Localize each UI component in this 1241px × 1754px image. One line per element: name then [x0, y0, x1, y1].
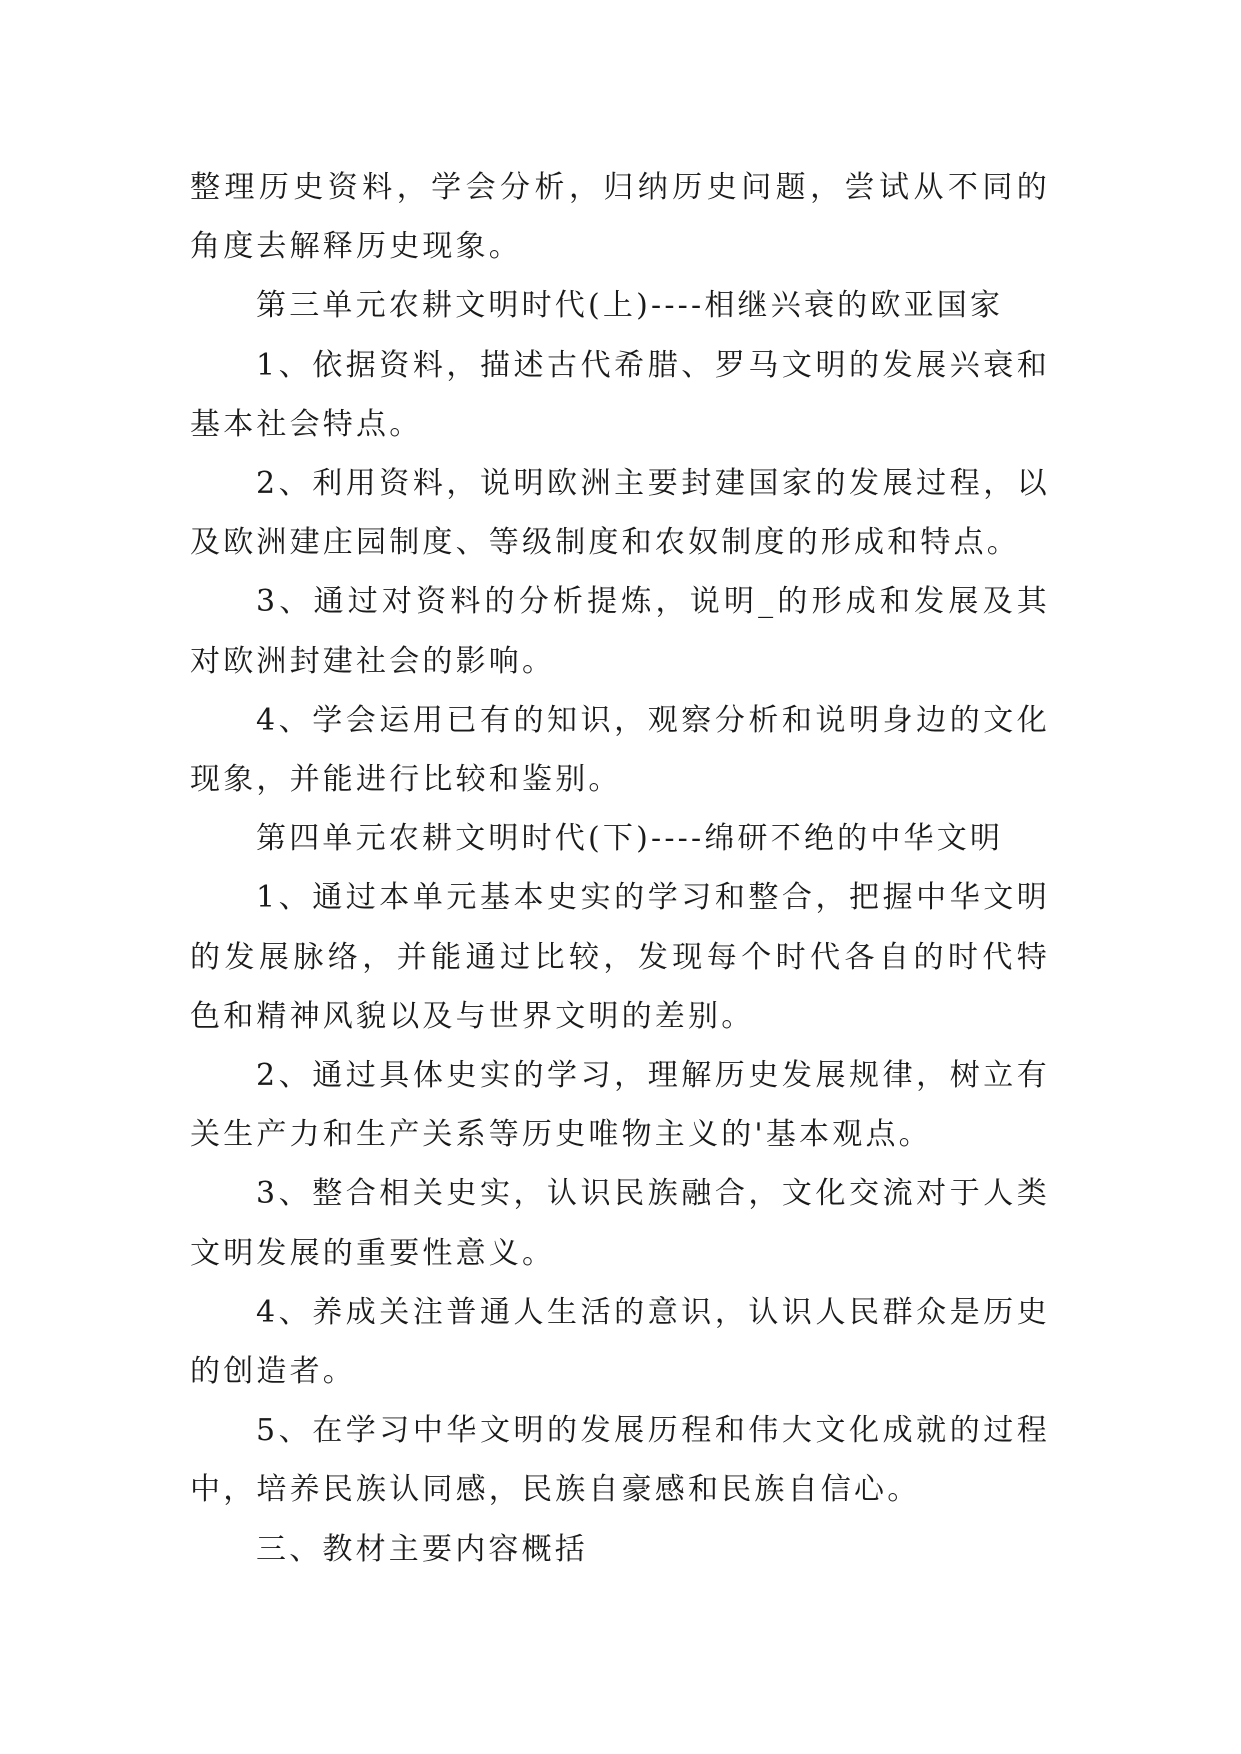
unit-three-heading: 第三单元农耕文明时代(上)----相继兴衰的欧亚国家 [256, 288, 1004, 324]
unit-four-item-2: 2、通过具体史实的学习，理解历史发展规律，树立有关生产力和生产关系等历史唯物主义的'基本观点。 [190, 1058, 1050, 1153]
unit-three-item-2: 2、利用资料，说明欧洲主要封建国家的发展过程，以及欧洲建庄园制度、等级制度和农奴制度的形成和特点。 [190, 466, 1050, 561]
unit-four-item-3: 3、整合相关史实，认识民族融合，文化交流对于人类文明发展的重要性意义。 [190, 1176, 1050, 1271]
unit-three-item-4: 4、学会运用已有的知识，观察分析和说明身边的文化现象，并能进行比较和鉴别。 [190, 702, 1050, 798]
unit-four-item-4: 4、养成关注普通人生活的意识，认识人民群众是历史的创造者。 [190, 1294, 1050, 1390]
document-body [190, 158, 1050, 1579]
unit-three-item-1: 1、依据资料，描述古代希腊、罗马文明的发展兴衰和基本社会特点。 [190, 347, 1050, 442]
unit-four-item-1: 1、通过本单元基本史实的学习和整合，把握中华文明的发展脉络，并能通过比较，发现每个时代各自的时代特色和精神风貌以及与世界文明的差别。 [190, 880, 1050, 1034]
unit-three-item-3: 3、通过对资料的分析提炼，说明_的形成和发展及其对欧洲封建社会的影响。 [190, 584, 1050, 679]
section-three-heading: 三、教材主要内容概括 [256, 1531, 588, 1567]
unit-four-heading: 第四单元农耕文明时代(下)----绵研不绝的中华文明 [256, 821, 1004, 857]
paragraph-history-materials: 整理历史资料，学会分析，归纳历史问题，尝试从不同的角度去解释历史现象。 [190, 170, 1050, 265]
unit-four-item-5: 5、在学习中华文明的发展历程和伟大文化成就的过程中，培养民族认同感，民族自豪感和民族自信心。 [190, 1413, 1050, 1508]
